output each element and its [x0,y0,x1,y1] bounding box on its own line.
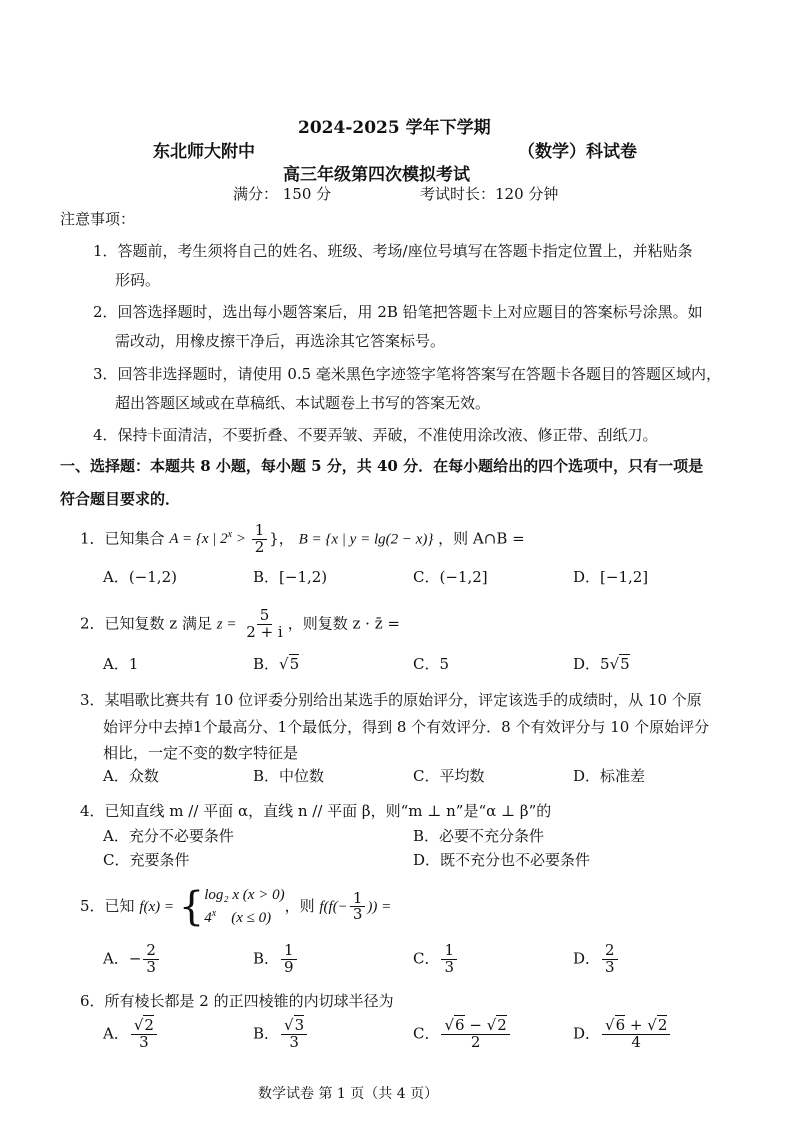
q5-option-b: B． $\frac{1}{9}$ [253,943,299,976]
q1-option-d: D．[−1,2] [573,568,649,586]
notice-title: 注意事项： [60,210,136,228]
q1-set-b: B = {x | y = lg(2 − x)} [298,531,434,548]
q3-option-a: A．众数 [103,767,159,785]
q2-option-c: C．5 [413,655,450,673]
q5-option-c: C． $\frac{1}{3}$ [413,943,459,976]
notice-item-1-line2: 形码。 [115,271,161,289]
q6-option-a: A． $\frac{√2}{3}$ [103,1018,159,1051]
notice-item-3-line1: 3．回答非选择题时，请使用 0.5 毫米黑色字迹签字笔将答案写在答题卡各题目的答题区域内， [93,365,721,383]
question-1-stem: 1．已知集合 A = {x | $2^x$ > $\frac{1}{2}$ }， B = {x | y = lg(2 − x)} ，则 A∩B = [80,521,525,556]
q6-option-c: C． $\frac{√6 - √2}{2}$ [413,1018,512,1051]
question-3-line2: 始评分中去掉1个最高分、1个最低分，得到 8 个有效评分．8 个有效评分与 10 个原始评分 [103,718,710,736]
q5-left-brace: { [178,883,205,930]
q4-option-b: B．必要不充分条件 [413,827,545,845]
section-heading-line1: 一、选择题：本题共 8 小题，每小题 5 分，共 40 分．在每小题给出的四个选项中，只有一项是 [60,457,704,475]
exam-duration: 考试时长：120 分钟 [420,185,559,203]
q5-option-d: D． $\frac{2}{3}$ [573,943,620,976]
q5-piecewise: log₂ x (x > 0) 4$^x$ (x ≤ 0) [204,887,285,926]
school-name: 东北师大附中 [153,142,255,162]
q4-option-a: A．充分不必要条件 [103,827,234,845]
q5-option-a: A．− $\frac{2}{3}$ [103,943,161,976]
subject-title: （数学）科试卷 [518,142,637,162]
q1-option-b: B．[−1,2) [253,568,328,586]
q6-option-b: B． $\frac{√3}{3}$ [253,1018,309,1051]
question-2-stem: 2．已知复数 z 满足 z = $\frac{5}{2 + i}$ ，则复数 z · z̄ = [80,606,400,641]
q1-lead: 1．已知集合 [80,529,165,548]
notice-item-3-line2: 超出答题区域或在草稿纸、本试题卷上书写的答案无效。 [115,394,491,412]
q3-option-d: D．标准差 [573,767,646,785]
question-6-stem: 6．所有棱长都是 2 的正四棱锥的内切球半径为 [80,992,394,1010]
exam-name: 高三年级第四次模拟考试 [283,165,470,185]
q3-option-c: C．平均数 [413,767,485,785]
notice-item-2-line1: 2．回答选择题时，选出每小题答案后，用 2B 铅笔把答题卡上对应题目的答案标号涂黑。如 [93,303,703,321]
q2-option-b: B．√5 [253,655,300,673]
full-score: 满分： 150 分 [233,185,332,203]
question-5-stem: 5．已知 f(x) = {log₂ x (x > 0) 4$^x$ (x ≤ 0)，则 f(f(− $\frac{1}{3}$ )) = [80,883,392,930]
q1-set-a: A = {x | $2^x$ > [169,529,250,548]
question-4-stem: 4．已知直线 m // 平面 α，直线 n // 平面 β，则“m ⊥ n”是“α ⊥ β”的 [80,802,552,820]
section-heading-line2: 符合题目要求的． [60,490,181,508]
q4-option-c: C．充要条件 [103,851,190,869]
q5-fraction: $\frac{1}{3}$ [350,891,366,924]
q1-tail: ，则 A∩B = [438,529,525,548]
q2-fraction: $\frac{5}{2 + i}$ [246,606,283,641]
notice-item-2-line2: 需改动，用橡皮擦干净后，再选涂其它答案标号。 [115,332,446,350]
question-3-line3: 相比，一定不变的数字特征是 [103,744,299,762]
q4-option-d: D．既不充分也不必要条件 [413,851,591,869]
page-footer: 数学试卷 第 1 页（共 4 页） [258,1086,439,1102]
q1-option-c: C．(−1,2] [413,568,488,586]
q3-option-b: B．中位数 [253,767,325,785]
q2-option-d: D．5√5 [573,655,630,673]
notice-item-1-line1: 1．答题前，考生须将自己的姓名、班级、考场/座位号填写在答题卡指定位置上，并粘贴条 [93,242,693,260]
question-3-line1: 3．某唱歌比赛共有 10 位评委分别给出某选手的原始评分，评定该选手的成绩时，从 10 个原 [80,691,702,709]
q6-option-d: D． $\frac{√6 + √2}{4}$ [573,1018,672,1051]
exam-year-term: 2024-2025 学年下学期 [298,118,491,138]
q1-fraction: $\frac{1}{2}$ [252,523,268,556]
q2-option-a: A．1 [103,655,139,673]
notice-item-4-line1: 4．保持卡面清洁，不要折叠、不要弄皱、弄破，不准使用涂改液、修正带、刮纸刀。 [93,426,658,444]
q1-option-a: A．(−1,2) [103,568,177,586]
